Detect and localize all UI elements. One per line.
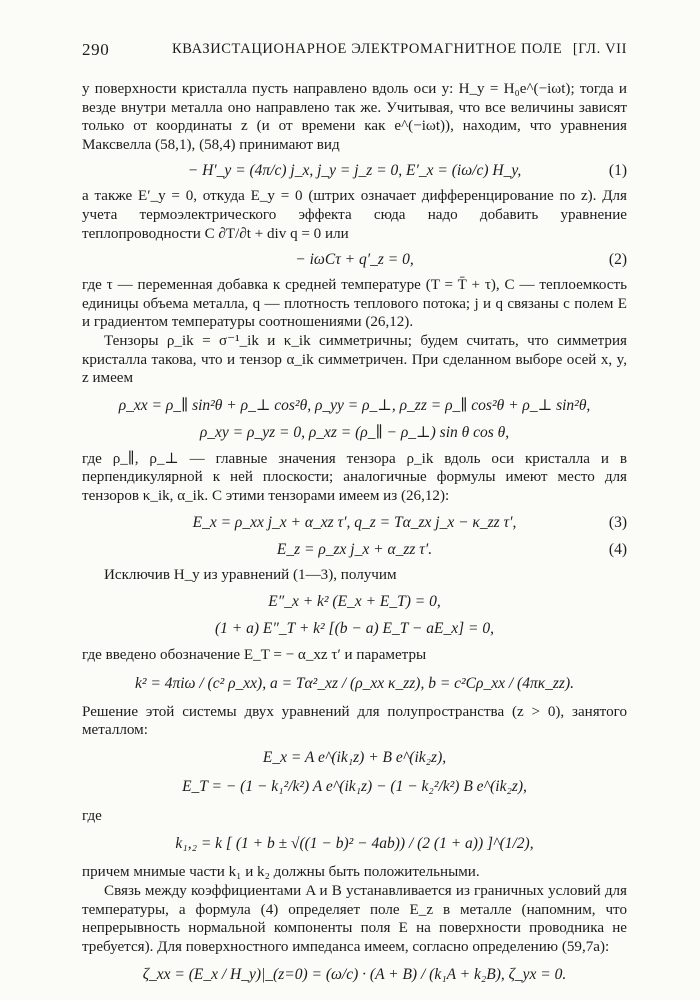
page-body <box>82 80 627 994</box>
equation-ex-solution: E_x = A e^(ik₁z) + B e^(ik₂z), <box>262 748 447 766</box>
running-title: КВАЗИСТАЦИОНАРНОЕ ЭЛЕКТРОМАГНИТНОЕ ПОЛЕ <box>172 41 563 57</box>
paragraph-8: Решение этой системы двух уравнений для полупространства (z > 0), занятого металлом: <box>82 703 627 739</box>
equation-et-solution: E_T = − (1 − k₁²/k²) A e^(ik₁z) − (1 − k₂²/k²) B e^(ik₂z), <box>182 777 527 795</box>
equation-ex-wave: E″_x + k² (E_x + E_T) = 0, <box>268 593 441 611</box>
page-number: 290 <box>82 40 110 59</box>
equation-3-text: E_x = ρ_xx j_x + α_xz τ′, q_z = Tα_zx j_x − κ_zz τ′, <box>192 513 517 531</box>
equation-2-number: (2) <box>608 251 627 269</box>
paragraph-7: где введено обозначение E_T = − α_xz τ′ и параметры <box>82 647 427 664</box>
paragraph-11: Связь между коэффициентами A и B устанавливается из граничных условий для температуры, а формула (4) определяет поле E_z в металле (напомним, что непрерывность нормальной компоненты поля E на поверхности проводника не требуется). Для поверхностного импеданса имеем, согласно определению (59,7а): <box>82 883 627 955</box>
equation-2 <box>82 249 627 270</box>
equation-1-text: − H′_y = (4π/c) j_x, j_y = j_z = 0, E′_x = (iω/c) H_y, <box>187 162 522 180</box>
equation-1-number: (1) <box>608 162 627 180</box>
equation-parameters: k² = 4πiω / (c² ρ_xx), a = Tα²_xz / (ρ_xx κ_zz), b = c²Cρ_xx / (4πκ_zz). <box>134 674 574 692</box>
paragraph-6: Исключив H_y из уравнений (1—3), получим <box>104 566 397 583</box>
paragraph-5: где ρ_∥, ρ_⊥ — главные значения тензора ρ_ik вдоль оси кристалла и в перпендикулярной к ней плоскости; аналогичные формулы имеют место для тензоров κ_ik, α_ik. С этими тензорами имеем из (26,12): <box>82 450 627 504</box>
equation-rho-diagonal: ρ_xx = ρ_∥ sin²θ + ρ_⊥ cos²θ, ρ_yy = ρ_⊥, ρ_zz = ρ_∥ cos²θ + ρ_⊥ sin²θ, <box>118 396 591 414</box>
equation-3-number: (3) <box>608 513 627 531</box>
equation-4 <box>82 539 627 560</box>
equation-4-text: E_z = ρ_zx j_x + α_zz τ′. <box>276 540 433 558</box>
equation-3 <box>82 512 627 533</box>
paragraph-9: где <box>82 807 102 824</box>
solution-equations <box>82 747 627 800</box>
paragraph-4: Тензоры ρ_ik = σ⁻¹_ik и κ_ik симметричны; будем считать, что симметрия кристалла такова, что и тензор α_ik симметричен. При сделанном выборе осей x, y, z имеем <box>82 332 627 387</box>
system-equations <box>82 591 627 639</box>
paragraph-2: а также E′_y = 0, откуда E_y = 0 (штрих означает дифференцирование по z). Для учета термоэлектрического эффекта сюда надо добавить уравнение теплопроводности C ∂T/∂t + div q = 0 или <box>82 188 627 242</box>
equation-impedance: ζ_xx = (E_x / H_y)|_(z=0) = (ω/c) · (A + B) / (k₁A + k₂B), ζ_yx = 0. <box>142 966 567 984</box>
paragraph-3: где τ — переменная добавка к средней температуре (T = T̄ + τ), C — теплоемкость единицы объема металла, q — плотность теплового потока; j и q связаны с полем E и градиентом температуры соотношениями (26,12). <box>82 277 627 331</box>
paragraph-1: у поверхности кристалла пусть направлено вдоль оси y: H_y = H₀e^(−iωt); тогда и везде внутри металла оно направлено так же. Учитывая, что все величины зависят только от координаты z (и от времени как e^(−iωt)), находим, что уравнения Максвелла (58,1), (58,4) принимают вид <box>82 81 627 153</box>
resistivity-equations <box>82 395 627 443</box>
chapter-label: [ГЛ. VII <box>572 41 627 57</box>
equation-rho-offdiagonal: ρ_xy = ρ_yz = 0, ρ_xz = (ρ_∥ − ρ_⊥) sin θ cos θ, <box>199 423 510 441</box>
equation-1 <box>82 160 627 181</box>
equation-4-number: (4) <box>608 540 627 558</box>
paragraph-10: причем мнимые части k₁ и k₂ должны быть положительными. <box>82 864 480 881</box>
equation-k12: k₁,₂ = k [ (1 + b ± √((1 − b)² − 4ab)) / (2 (1 + a)) ]^(1/2), <box>175 835 534 853</box>
equation-2-text: − iωCτ + q′_z = 0, <box>295 251 414 269</box>
equation-et-wave: (1 + a) E″_T + k² [(b − a) E_T − aE_x] = 0, <box>215 620 494 638</box>
